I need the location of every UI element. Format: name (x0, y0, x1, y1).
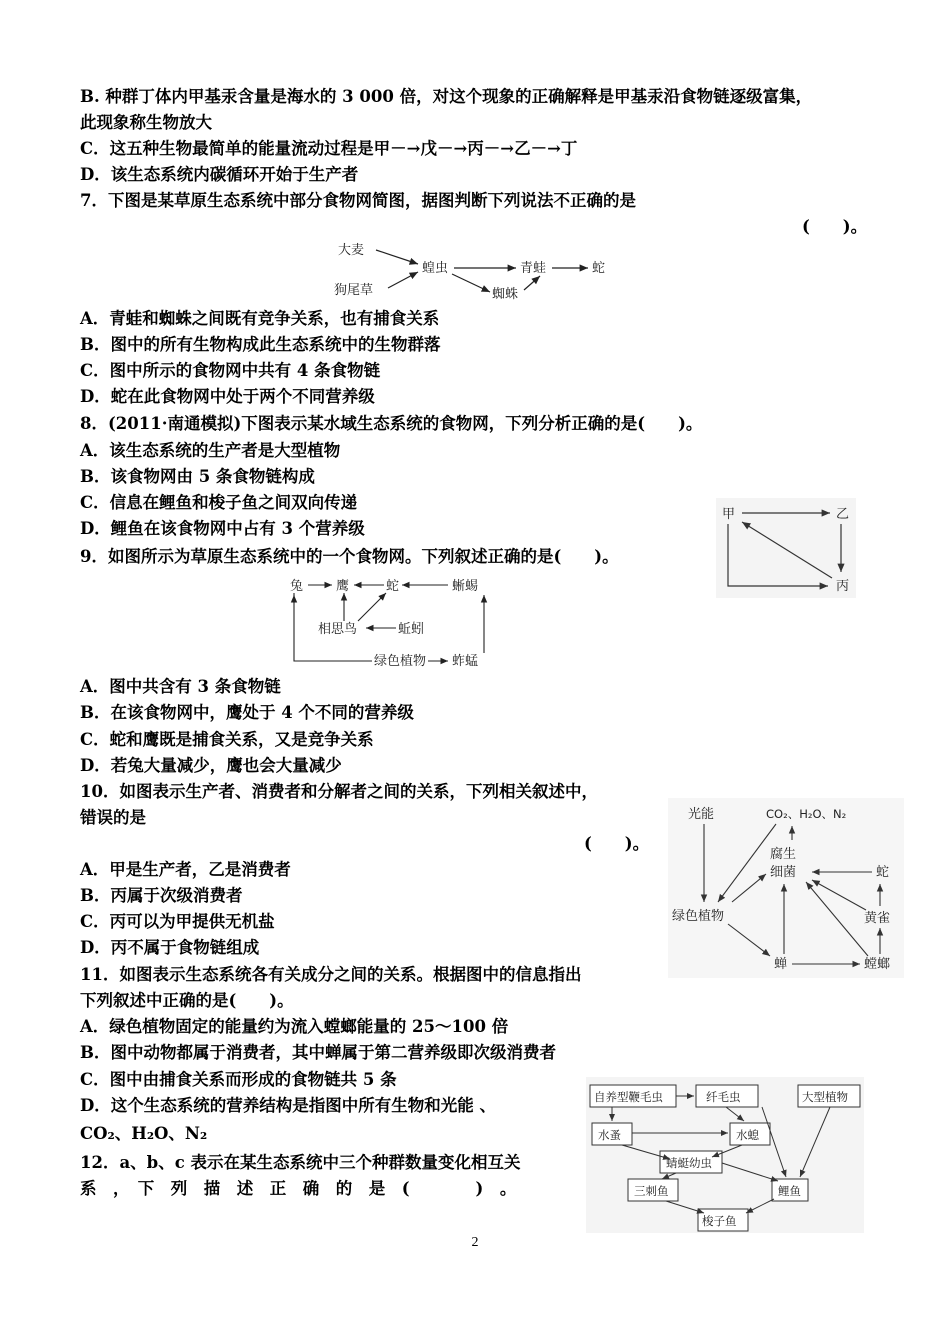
q11-option-a: A．绿色植物固定的能量约为流入螳螂能量的 25～100 倍 (80, 1017, 509, 1036)
frog-label: 青蛙 (520, 261, 547, 276)
q10-stem-line1: 10．如图表示生产者、消费者和分解者之间的关系，下列相关叙述中， (80, 782, 598, 801)
large-plant-label: 大型植物 (802, 1090, 848, 1104)
carp-label: 鲤鱼 (778, 1184, 801, 1198)
q6-option-b-line1: B. 种群丁体内甲基汞含量是海水的 3 000 倍，对这个现象的正确解释是甲基汞沿食物链逐级富集， (80, 87, 813, 106)
green-plant-label: 绿色植物 (374, 654, 427, 669)
q10-option-c: C．丙可以为甲提供无机盐 (80, 912, 275, 931)
q9-food-web-diagram (288, 573, 498, 671)
mantis-label: 螳螂 (864, 957, 891, 972)
jia-label: 甲 (722, 507, 736, 522)
q11-option-d-line1: D．这个生态系统的营养结构是指图中所有生物和光能 、 (80, 1096, 497, 1115)
water-flea-label: 水蚤 (598, 1128, 621, 1142)
q10-answer-paren: ( )。 (584, 834, 650, 853)
q7-option-a: A．青蛙和蜘蛛之间既有竞争关系，也有捕食关系 (80, 309, 440, 328)
q10-option-b: B．丙属于次级消费者 (80, 886, 243, 905)
light-energy-label: 光能 (688, 807, 715, 822)
earthworm-label: 蚯蚓 (398, 622, 425, 637)
q9-option-b: B．在该食物网中，鹰处于 4 个不同的营养级 (80, 703, 414, 722)
q9-option-a: A．图中共含有 3 条食物链 (80, 677, 281, 696)
q11-option-c: C．图中由捕食关系而形成的食物链共 5 条 (80, 1070, 397, 1089)
q11-option-b: B．图中动物都属于消费者，其中蝉属于第二营养级即次级消费者 (80, 1043, 556, 1062)
q6-option-d: D．该生态系统内碳循环开始于生产者 (80, 165, 359, 184)
q9-stem: 9．如图所示为草原生态系统中的一个食物网。下列叙述正确的是( )。 (80, 547, 619, 566)
q11-stem-line1: 11．如图表示生态系统各有关成分之间的关系。根据图中的信息指出 (80, 965, 582, 984)
flagellate-label: 自养型鞭毛虫 (594, 1090, 663, 1104)
q12-stem-line2: 系 ， 下 列 描 述 正 确 的 是 ( ) 。 (80, 1179, 517, 1198)
spider-label: 蜘蛛 (492, 287, 519, 302)
snake-label: 蛇 (592, 261, 606, 276)
q9-option-c: C．蛇和鹰既是捕食关系，又是竞争关系 (80, 730, 374, 749)
q7-answer-paren: ( )。 (802, 217, 868, 236)
q10-stem-line2: 错误的是 (80, 808, 146, 827)
yi-label: 乙 (836, 507, 850, 522)
q8-aquatic-food-web-diagram (586, 1077, 864, 1233)
lizard-label: 蜥蜴 (452, 579, 479, 594)
snake-label: 蛇 (386, 579, 400, 594)
q10-option-d: D．丙不属于食物链组成 (80, 938, 260, 957)
jia-yi-bing-diagram (716, 498, 856, 598)
inorganic-label: CO₂、H₂O、N₂ (766, 807, 847, 821)
cicada-label: 蝉 (774, 957, 788, 972)
barley-label: 大麦 (338, 243, 365, 258)
q9-option-d: D．若兔大量减少，鹰也会大量减少 (80, 756, 342, 775)
green-plant-label: 绿色植物 (672, 909, 725, 924)
bird-label: 相思鸟 (318, 622, 358, 637)
q10-option-a: A．甲是生产者，乙是消费者 (80, 860, 291, 879)
q12-stem-line1: 12．a、b、c 表示在某生态系统中三个种群数量变化相互关 (80, 1153, 521, 1172)
hydra-label: 水螅 (736, 1128, 759, 1142)
ciliate-label: 纤毛虫 (706, 1090, 741, 1104)
q8-option-a: A．该生态系统的生产者是大型植物 (80, 441, 341, 460)
stickleback-label: 三刺鱼 (634, 1184, 669, 1198)
foxtail-label: 狗尾草 (334, 283, 374, 298)
rabbit-label: 兔 (290, 579, 304, 594)
pike-label: 梭子鱼 (702, 1214, 737, 1228)
q7-food-web-diagram (330, 236, 630, 308)
q8-stem: 8．(2011·南通模拟)下图表示某水域生态系统的食物网，下列分析正确的是( )。 (80, 414, 703, 433)
snake-label: 蛇 (876, 865, 890, 880)
yellow-sparrow-label: 黄雀 (864, 911, 891, 926)
q6-option-b-line2: 此现象称生物放大 (80, 113, 212, 132)
grasshopper-label: 蚱蜢 (452, 654, 479, 669)
q8-option-c: C．信息在鲤鱼和梭子鱼之间双向传递 (80, 493, 358, 512)
saprophyte-label: 腐生 (770, 847, 797, 862)
bacteria-label: 细菌 (770, 865, 797, 880)
q11-stem-line2: 下列叙述中正确的是( )。 (80, 991, 294, 1010)
q7-option-b: B．图中的所有生物构成此生态系统中的生物群落 (80, 335, 441, 354)
q8-option-b: B．该食物网由 5 条食物链构成 (80, 467, 315, 486)
q8-option-d: D．鲤鱼在该食物网中占有 3 个营养级 (80, 519, 365, 538)
q6-option-c: C．这五种生物最简单的能量流动过程是甲－→戊－→丙－→乙－→丁 (80, 139, 578, 158)
eagle-label: 鹰 (336, 579, 350, 594)
q7-option-c: C．图中所示的食物网中共有 4 条食物链 (80, 361, 381, 380)
dragonfly-larva-label: 蜻蜓幼虫 (666, 1156, 712, 1170)
bing-label: 丙 (836, 579, 850, 594)
locust-label: 蝗虫 (422, 261, 449, 276)
q7-stem: 7．下图是某草原生态系统中部分食物网简图，据图判断下列说法不正确的是 (80, 191, 636, 210)
q11-option-d-line2: CO₂、H₂O、N₂ (80, 1124, 208, 1143)
q11-ecosystem-diagram (668, 798, 904, 978)
q7-option-d: D．蛇在此食物网中处于两个不同营养级 (80, 387, 375, 406)
page-number: 2 (471, 1235, 479, 1250)
